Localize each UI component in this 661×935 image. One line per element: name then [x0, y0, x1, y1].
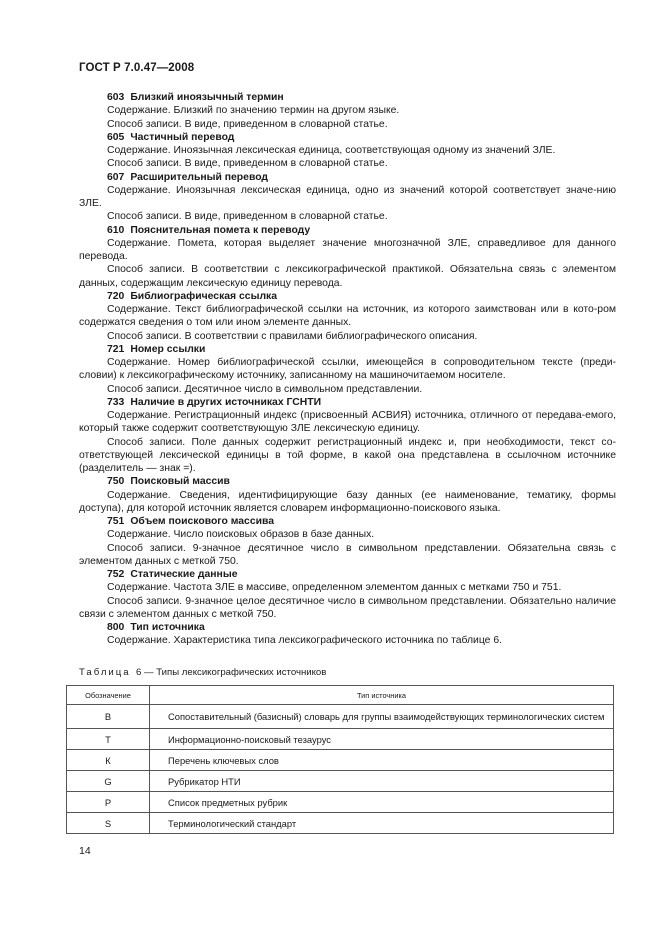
- table-row: [67, 750, 614, 771]
- table-header-row: [67, 686, 614, 705]
- column-header-type: Тип источника: [150, 686, 614, 705]
- entry-heading: Номер ссылки: [130, 343, 206, 355]
- entry-heading: Поисковый массив: [130, 476, 230, 488]
- column-header-code: Обозначение: [67, 686, 150, 705]
- entry-title-751: [79, 515, 616, 528]
- page-number: 14: [79, 845, 91, 857]
- entry-paragraph: Содержание. Число поисковых образов в базе данных.: [107, 529, 375, 541]
- entry-number: 603: [107, 92, 125, 103]
- entry-number: 607: [107, 171, 125, 183]
- entries-list: [79, 91, 616, 648]
- entry-heading: Библиографическая ссылка: [130, 290, 278, 302]
- entry-heading: Пояснительная помета к переводу: [130, 224, 311, 236]
- table-cell-code: G: [67, 771, 150, 792]
- entry-title-610: [79, 224, 616, 237]
- table-cell-name: Перечень ключевых слов: [150, 750, 614, 771]
- entry-paragraph: Содержание. Характеристика типа лексикографического источника по таблице 6.: [107, 635, 503, 647]
- entry-title-752: [79, 568, 616, 581]
- table-row: [67, 705, 614, 729]
- table-caption-label: Таблица: [79, 667, 131, 678]
- entry-paragraph: Способ записи. Десятичное число в символьном представлении.: [107, 383, 423, 395]
- entry-title-733: [79, 396, 616, 409]
- table-row: [67, 771, 614, 792]
- entry-title-750: [79, 475, 616, 488]
- entry-paragraph: Содержание. Иноязычная лексическая единица, соответствующая одному из значений ЗЛЕ.: [107, 145, 556, 156]
- entry-paragraph: Способ записи. В виде, приведенном в словарной статье.: [107, 118, 388, 130]
- entry-number: 752: [107, 569, 125, 580]
- entry-number: 610: [107, 224, 125, 236]
- table-cell-name: Информационно-поисковый тезаурус: [150, 729, 614, 750]
- table-cell-code: К: [67, 750, 150, 771]
- entry-number: 733: [107, 396, 125, 408]
- entry-paragraph: Содержание. Частота ЗЛЕ в массиве, определенном элементом данных с метками 750 и 751.: [107, 582, 562, 594]
- entry-heading: Наличие в других источниках ГСНТИ: [130, 396, 322, 408]
- table-cell-code: Т: [67, 729, 150, 750]
- table-caption-text: 6 — Типы лексикографических источников: [135, 667, 327, 678]
- table-cell-name: Рубрикатор НТИ: [150, 771, 614, 792]
- entry-paragraph: Способ записи. Поле данных содержит регистрационный индекс и, при необходимости, текст со-ответствующей лексической единицы в той форме, в какой она представлена в ссылочном источнике (разделитель — знак =).: [79, 436, 616, 474]
- table-cell-code: Р: [67, 792, 150, 813]
- entry-title-605: [79, 131, 616, 144]
- entry-heading: Объем поискового массива: [130, 516, 275, 527]
- entry-paragraph: Способ записи. В соответствии с правилами библиографического описания.: [107, 330, 478, 342]
- entry-number: 721: [107, 343, 125, 355]
- entry-heading: Тип источника: [130, 622, 205, 633]
- entry-paragraph: Содержание. Иноязычная лексическая единица, одно из значений которой соответствует значе-нию ЗЛЕ.: [79, 184, 616, 209]
- entry-title-721: [79, 343, 616, 356]
- table-row: [67, 813, 614, 834]
- entry-heading: Частичный перевод: [130, 131, 235, 143]
- entry-number: 800: [107, 622, 125, 633]
- entry-paragraph: Способ записи. 9-значное целое десятичное число в символьном представлении. Обязательно наличие связи с элементом данных с меткой 750.: [79, 595, 616, 620]
- table-caption: [79, 667, 326, 678]
- entry-title-603: [79, 91, 616, 104]
- entry-title-607: [79, 171, 616, 184]
- source-types-table: [66, 685, 614, 834]
- document-code: ГОСТ Р 7.0.47—2008: [79, 62, 195, 74]
- entry-paragraph: Содержание. Текст библиографической ссылки на источник, из которого заимствован или в кото-ром содержатся сведения о том или ином элементе данных.: [79, 304, 616, 329]
- entry-paragraph: Способ записи. В виде, приведенном в словарной статье.: [107, 158, 388, 170]
- entry-number: 751: [107, 516, 125, 527]
- table-cell-name: Терминологический стандарт: [150, 813, 614, 834]
- entry-paragraph: Способ записи. В виде, приведенном в словарной статье.: [107, 211, 388, 223]
- entry-number: 605: [107, 131, 125, 143]
- entry-paragraph: Содержание. Помета, которая выделяет значение многозначной ЗЛЕ, справедливое для данного перевода.: [79, 237, 616, 262]
- entry-number: 720: [107, 290, 125, 302]
- entry-title-720: [79, 290, 616, 303]
- table-cell-code: S: [67, 813, 150, 834]
- entry-paragraph: Содержание. Близкий по значению термин на другом языке.: [107, 105, 400, 117]
- entry-number: 750: [107, 476, 125, 488]
- entry-paragraph: Способ записи. В соответствии с лексикографической практикой. Обязательна связь с элементом данных, содержащим лексическую единицу перевода.: [79, 264, 616, 289]
- entry-paragraph: Способ записи. 9-значное десятичное число в символьном представлении. Обязательна связь с элементом данных с меткой 750.: [79, 542, 616, 567]
- entry-title-800: [79, 621, 616, 634]
- table-cell-name: Список предметных рубрик: [150, 792, 614, 813]
- entry-heading: Статические данные: [130, 569, 238, 580]
- entry-heading: Близкий иноязычный термин: [130, 92, 284, 103]
- entry-paragraph: Содержание. Сведения, идентифицирующие базу данных (ее наименование, тематику, формы доступа), для которой источник является словарем информационно-поискового языка.: [79, 489, 616, 514]
- entry-paragraph: Содержание. Номер библиографической ссылки, имеющейся в сопроводительном тексте (преди-словии) к лексикографическому источнику, записанному на машиночитаемом носителе.: [79, 357, 616, 382]
- entry-heading: Расширительный перевод: [130, 171, 268, 183]
- table-cell-code: В: [67, 705, 150, 729]
- table-row: [67, 792, 614, 813]
- table-cell-name: Сопоставительный (базисный) словарь для группы взаимодействующих терминологических систем: [150, 705, 614, 729]
- table-row: [67, 729, 614, 750]
- entry-paragraph: Содержание. Регистрационный индекс (присвоенный АСВИЯ) источника, отличного от передава-емого, который также содержит соответствующую ЗЛЕ лексическую единицу.: [79, 410, 616, 435]
